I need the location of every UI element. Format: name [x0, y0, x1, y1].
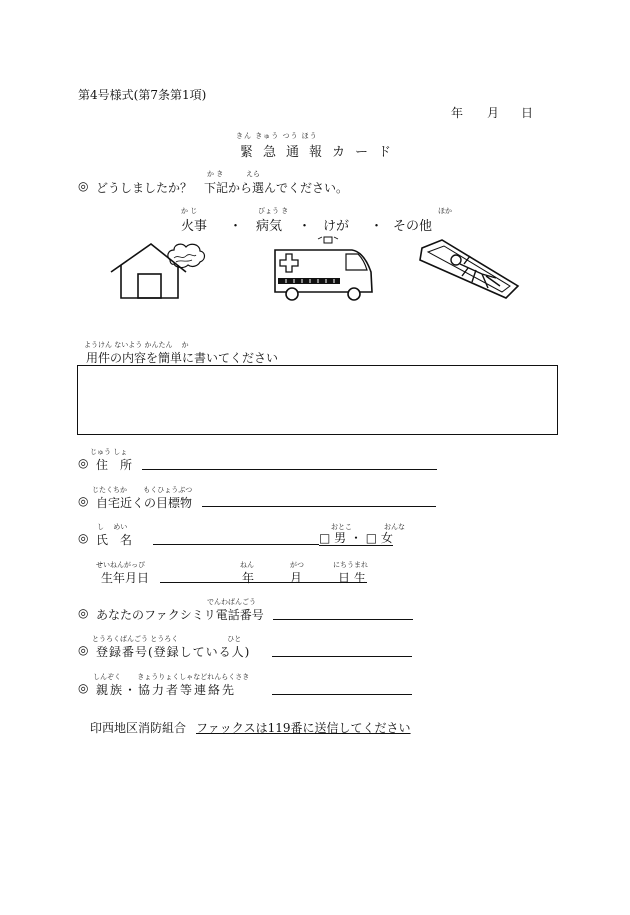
ruby-byouki: びょう き	[258, 207, 289, 215]
date-day: 日	[521, 106, 534, 120]
details-label: 用件の内容を簡単に書いてください	[86, 351, 279, 365]
birthdate-ruby: せいねんがっぴ	[96, 561, 145, 569]
landmark-ruby: じたくちか もくひょうぶつ	[92, 486, 193, 494]
question-mark: ◎	[78, 179, 89, 193]
organization-name: 印西地区消防組合	[90, 721, 187, 735]
address-field[interactable]	[142, 469, 437, 470]
injured-person-icon	[414, 234, 526, 306]
fax-mark: ◎	[78, 606, 89, 620]
form-number: 第4号様式(第7条第1項)	[78, 88, 207, 102]
gender-ruby-male: おとこ	[331, 523, 352, 531]
name-mark: ◎	[78, 531, 89, 545]
address-mark: ◎	[78, 456, 89, 470]
question-ruby-kaki: か き	[207, 170, 224, 178]
address-label: 住 所	[96, 458, 133, 472]
details-textarea[interactable]	[77, 365, 558, 435]
landmark-mark: ◎	[78, 494, 89, 508]
relative-field[interactable]	[272, 694, 412, 695]
birthdate-ruby-umare: にちうまれ	[333, 561, 368, 569]
page-title: 緊急通報カード	[240, 145, 402, 160]
category-fire: 火事	[181, 219, 208, 234]
landmark-label: 自宅近くの目標物	[96, 496, 193, 510]
question-text: どうしましたか？ 下記から選んでください。	[96, 181, 349, 195]
title-ruby: きん きゅう つう ほう	[236, 132, 318, 140]
birthdate-month: 月	[290, 571, 303, 585]
address-ruby: じゅう しょ	[90, 448, 128, 456]
birthdate-day: 日 生	[338, 571, 366, 585]
registration-ruby: とうろくばんごう とうろく ひと	[92, 635, 242, 643]
relative-label: 親族・協力者等連絡先	[96, 683, 237, 697]
fax-field[interactable]	[273, 619, 413, 620]
gender-options[interactable]: □ 男 ・ □ 女	[319, 531, 393, 545]
birthdate-ruby-nen: ねん	[240, 561, 254, 569]
birthdate-field[interactable]	[160, 582, 367, 583]
registration-mark: ◎	[78, 643, 89, 657]
category-sep-3: ・	[370, 219, 384, 234]
fax-ruby: でんわばんごう	[207, 598, 256, 606]
details-ruby: ようけん ないよう かんたん か	[84, 341, 189, 349]
name-ruby: し めい	[97, 523, 128, 531]
category-injury: けが	[323, 219, 350, 234]
landmark-field[interactable]	[202, 506, 436, 507]
category-sep-1: ・	[229, 219, 243, 234]
birthdate-ruby-gatsu: がつ	[290, 561, 304, 569]
ruby-hoka: ほか	[438, 207, 452, 215]
name-label: 氏 名	[96, 533, 133, 547]
house-fire-icon	[108, 238, 212, 302]
fax-label: あなたのファクシミリ電話番号	[96, 608, 264, 622]
category-other: その他	[393, 219, 433, 234]
birthdate-label: 生年月日	[101, 571, 150, 585]
relative-mark: ◎	[78, 681, 89, 695]
question-ruby-erabu: えら	[246, 170, 260, 178]
registration-field[interactable]	[272, 656, 412, 657]
gender-ruby-female: おんな	[384, 523, 405, 531]
ruby-kaji: か じ	[181, 207, 198, 215]
relative-ruby: しんぞく きょうりょくしゃなどれんらくさき	[93, 673, 250, 681]
category-illness: 病気	[256, 219, 283, 234]
ambulance-icon	[272, 236, 376, 302]
name-field[interactable]	[153, 544, 319, 545]
category-sep-2: ・	[298, 219, 312, 234]
registration-label: 登録番号(登録している人)	[96, 645, 251, 659]
fax-instruction: ファックスは119番に送信してください	[196, 721, 411, 735]
date-month: 月	[487, 106, 500, 120]
birthdate-year: 年	[242, 571, 255, 585]
date-year: 年	[451, 106, 464, 120]
